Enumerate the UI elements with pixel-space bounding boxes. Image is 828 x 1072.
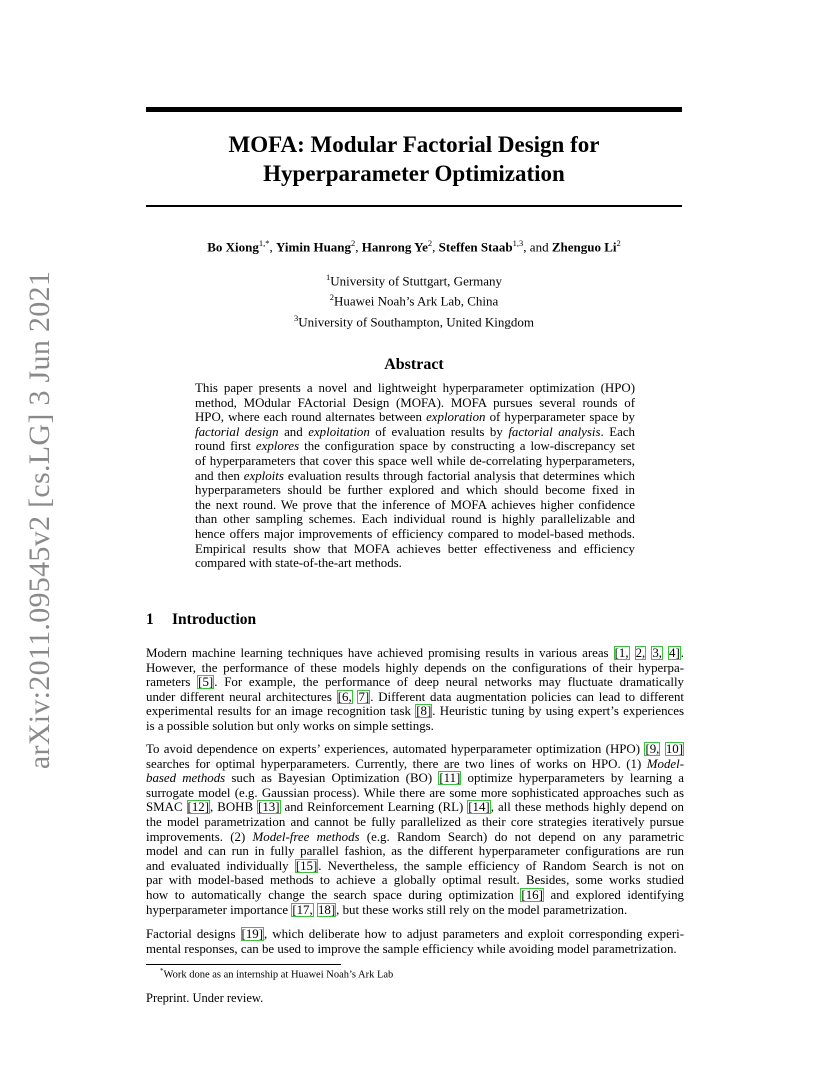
emphasis-text: based methods bbox=[146, 771, 226, 786]
footnote-rule bbox=[146, 964, 341, 965]
citation-link[interactable]: [11] bbox=[439, 771, 461, 786]
paragraph-line: under different neural architectures [6, 7]. Different data augmentation policies can lead to different bbox=[146, 689, 684, 704]
author-name: Bo Xiong bbox=[207, 239, 259, 255]
affiliation-mark: 2 bbox=[329, 292, 334, 303]
citation-link[interactable]: [1, bbox=[614, 646, 629, 660]
citation-link[interactable]: [15] bbox=[295, 858, 318, 873]
citation-link[interactable]: [16] bbox=[521, 887, 543, 902]
citation-link[interactable]: 18] bbox=[317, 902, 336, 917]
emphasis-text: exploits bbox=[243, 468, 284, 483]
paper-title bbox=[146, 130, 682, 188]
title-line-1: MOFA: Modular Factorial Design for bbox=[228, 132, 600, 157]
emphasis-text: exploration bbox=[426, 410, 486, 425]
title-bottom-rule bbox=[146, 205, 682, 207]
paragraph-line: Modern machine learning techniques have achieved promising results in various areas [1, 2, 3, 4]. bbox=[146, 646, 684, 660]
paragraph-line: based methods such as Bayesian Optimization (BO) [11] optimize hyperparameters by learning a bbox=[146, 771, 684, 786]
emphasis-text: Model-free methods bbox=[252, 829, 360, 844]
abstract-line: hence offers major improvements of efficiency compared to model-based methods. bbox=[195, 526, 635, 541]
citation-link[interactable]: [8] bbox=[416, 704, 432, 719]
section-number: 1 bbox=[146, 611, 154, 628]
citation-link[interactable]: [19] bbox=[241, 927, 264, 941]
author-name: Yimin Huang bbox=[276, 239, 352, 255]
paragraph-line: and evaluated individually [15]. Nevertheless, the sample efficiency of Random Search is not on bbox=[146, 858, 684, 873]
citation-link[interactable]: 4] bbox=[669, 646, 680, 660]
preprint-notice: Preprint. Under review. bbox=[146, 991, 264, 1005]
paragraph-line: searches for optimal hyperparameters. Currently, there are two lines of works on HPO. (1) Model- bbox=[146, 756, 684, 771]
title-top-rule bbox=[146, 107, 682, 112]
paragraph-line: improvements. (2) Model-free methods (e.g. Random Search) do not depend on any parametric bbox=[146, 829, 685, 844]
citation-link[interactable]: [14] bbox=[468, 800, 490, 815]
paragraph bbox=[146, 927, 684, 956]
author-affiliation-mark: 1,3 bbox=[512, 238, 524, 248]
author-name: Zhenguo Li bbox=[551, 239, 617, 255]
paragraph-line: However, the performance of these models highly depends on the configurations of their hyperpa- bbox=[146, 660, 684, 675]
abstract-line: of hyperparameters that cover this space well while de-correlating hyperparameters, bbox=[195, 453, 635, 468]
footnote-text: Work done as an internship at Huawei Noah’s Ark Lab bbox=[163, 969, 394, 981]
citation-link[interactable]: 3, bbox=[652, 646, 662, 660]
author-name: Hanrong Ye bbox=[361, 239, 428, 255]
citation-link[interactable]: [9, bbox=[645, 742, 660, 756]
title-line-2: Hyperparameter Optimization bbox=[263, 161, 565, 186]
citation-link[interactable]: 2, bbox=[635, 646, 646, 660]
paragraph-line: experimental results for an image recognition task [8]. Heuristic tuning by using expert’s experiences bbox=[146, 704, 684, 719]
paragraph-line: model and can run in fully parallel fashion, as the different hyperparameter configurations are run bbox=[146, 844, 684, 859]
affiliation bbox=[146, 289, 682, 309]
author-affiliation-mark: 1,* bbox=[258, 238, 270, 248]
paragraph bbox=[146, 742, 684, 917]
abstract-line: round first explores the configuration space by constructing a low-discrepancy set bbox=[195, 439, 635, 454]
affiliation-list bbox=[146, 269, 682, 330]
paragraph-line: mental responses, can be used to improve the sample efficiency while avoiding model parametrization. bbox=[146, 941, 677, 956]
citation-link[interactable]: [17, bbox=[292, 902, 313, 917]
abstract-line: the next round. We prove that the inference of MOFA achieves higher confidence bbox=[195, 497, 635, 512]
citation-link[interactable]: [13] bbox=[258, 800, 280, 815]
paragraph-line: To avoid dependence on experts’ experiences, automated hyperparameter optimization (HPO) [9, 10] bbox=[146, 742, 683, 756]
author-affiliation-mark: 2 bbox=[351, 238, 356, 248]
paragraph-line: par with model-based methods to achieve a globally optimal result. Besides, some works studied bbox=[146, 873, 684, 888]
author-affiliation-mark: 2 bbox=[427, 238, 433, 248]
section-title: Introduction bbox=[172, 611, 257, 628]
emphasis-text: Model- bbox=[646, 756, 684, 771]
paragraph-line: hyperparameter importance [17, 18], but these works still rely on the model parametrization. bbox=[146, 902, 628, 917]
emphasis-text: exploitation bbox=[308, 424, 370, 439]
citation-link[interactable]: 10] bbox=[665, 742, 683, 756]
emphasis-text: explores bbox=[255, 439, 300, 454]
citation-link[interactable]: [6, bbox=[337, 689, 352, 704]
abstract-line: than other sampling schemes. Each individual round is highly parallelizable and bbox=[195, 512, 635, 527]
abstract-line: and then exploits evaluation results through factorial analysis that determines which bbox=[195, 468, 635, 483]
author-list: Bo Xiong$^{1,*}$, Yimin Huang$^2$, Hanrong Ye$^2$, Steffen Staab$^{1,3}$, and Zhenguo Li$^2$ bbox=[207, 238, 621, 255]
arxiv-side-label: arXiv:2011.09545v2 [cs.LG] 3 Jun 2021 bbox=[23, 270, 56, 770]
affiliation-text: Huawei Noah’s Ark Lab, China bbox=[333, 293, 499, 309]
abstract-line: hyperparameters should be further explored and which should become fixed in bbox=[195, 483, 635, 498]
section-heading bbox=[146, 611, 256, 629]
affiliation-text: University of Stuttgart, Germany bbox=[330, 273, 503, 289]
affiliation-mark: 3 bbox=[293, 312, 299, 323]
footnote bbox=[160, 967, 393, 981]
affiliation-mark: 1 bbox=[325, 272, 331, 282]
affiliation-text: University of Southampton, United Kingdom bbox=[298, 313, 535, 329]
abstract-line: HPO, where each round alternates between exploration of hyperparameter space by bbox=[195, 410, 635, 425]
citation-link[interactable]: [5] bbox=[198, 675, 214, 690]
emphasis-text: factorial design bbox=[195, 424, 279, 439]
affiliation bbox=[146, 310, 682, 330]
abstract-line: This paper presents a novel and lightweight hyperparameter optimization (HPO) bbox=[195, 381, 635, 395]
paragraph-line: how to automatically change the search space during optimization [16] and explored identifying bbox=[146, 887, 684, 902]
paragraph-line: the model parametrization and cannot be fully parallelized as their core strategies iteratively pursue bbox=[146, 814, 684, 829]
abstract-line: compared with state-of-the-art methods. bbox=[195, 556, 402, 571]
paragraph-line: rameters [5]. For example, the performance of deep neural networks may fluctuate dramatically bbox=[146, 675, 684, 690]
paragraph-line: surrogate model (e.g. Gaussian process). While there are some more sophisticated approaches such as bbox=[146, 785, 684, 800]
abstract-line: factorial design and exploitation of evaluation results by factorial analysis. Each bbox=[195, 424, 635, 439]
abstract-line: Empirical results show that MOFA achieves better effectiveness and efficiency bbox=[195, 541, 635, 556]
citation-link[interactable]: 7] bbox=[358, 689, 370, 704]
footnote-mark: * bbox=[160, 967, 164, 975]
abstract-line: method, MOdular FActorial Design (MOFA). MOFA pursues several rounds of bbox=[195, 395, 635, 410]
paragraph-line: is a possible solution but only works on simple settings. bbox=[146, 718, 434, 733]
emphasis-text: factorial analysis bbox=[508, 424, 601, 439]
paragraph-line: Factorial designs [19], which deliberate how to adjust parameters and exploit corresponding experi- bbox=[146, 927, 685, 941]
paragraph-line: SMAC [12], BOHB [13] and Reinforcement Learning (RL) [14], all these methods highly depend on bbox=[146, 800, 684, 815]
author-name: Steffen Staab bbox=[438, 239, 513, 255]
affiliation bbox=[146, 269, 682, 289]
paragraph bbox=[146, 646, 684, 734]
author-affiliation-mark: 2 bbox=[616, 238, 621, 248]
citation-link[interactable]: [12] bbox=[187, 800, 210, 815]
abstract-heading: Abstract bbox=[384, 356, 444, 373]
abstract-body bbox=[195, 381, 635, 571]
